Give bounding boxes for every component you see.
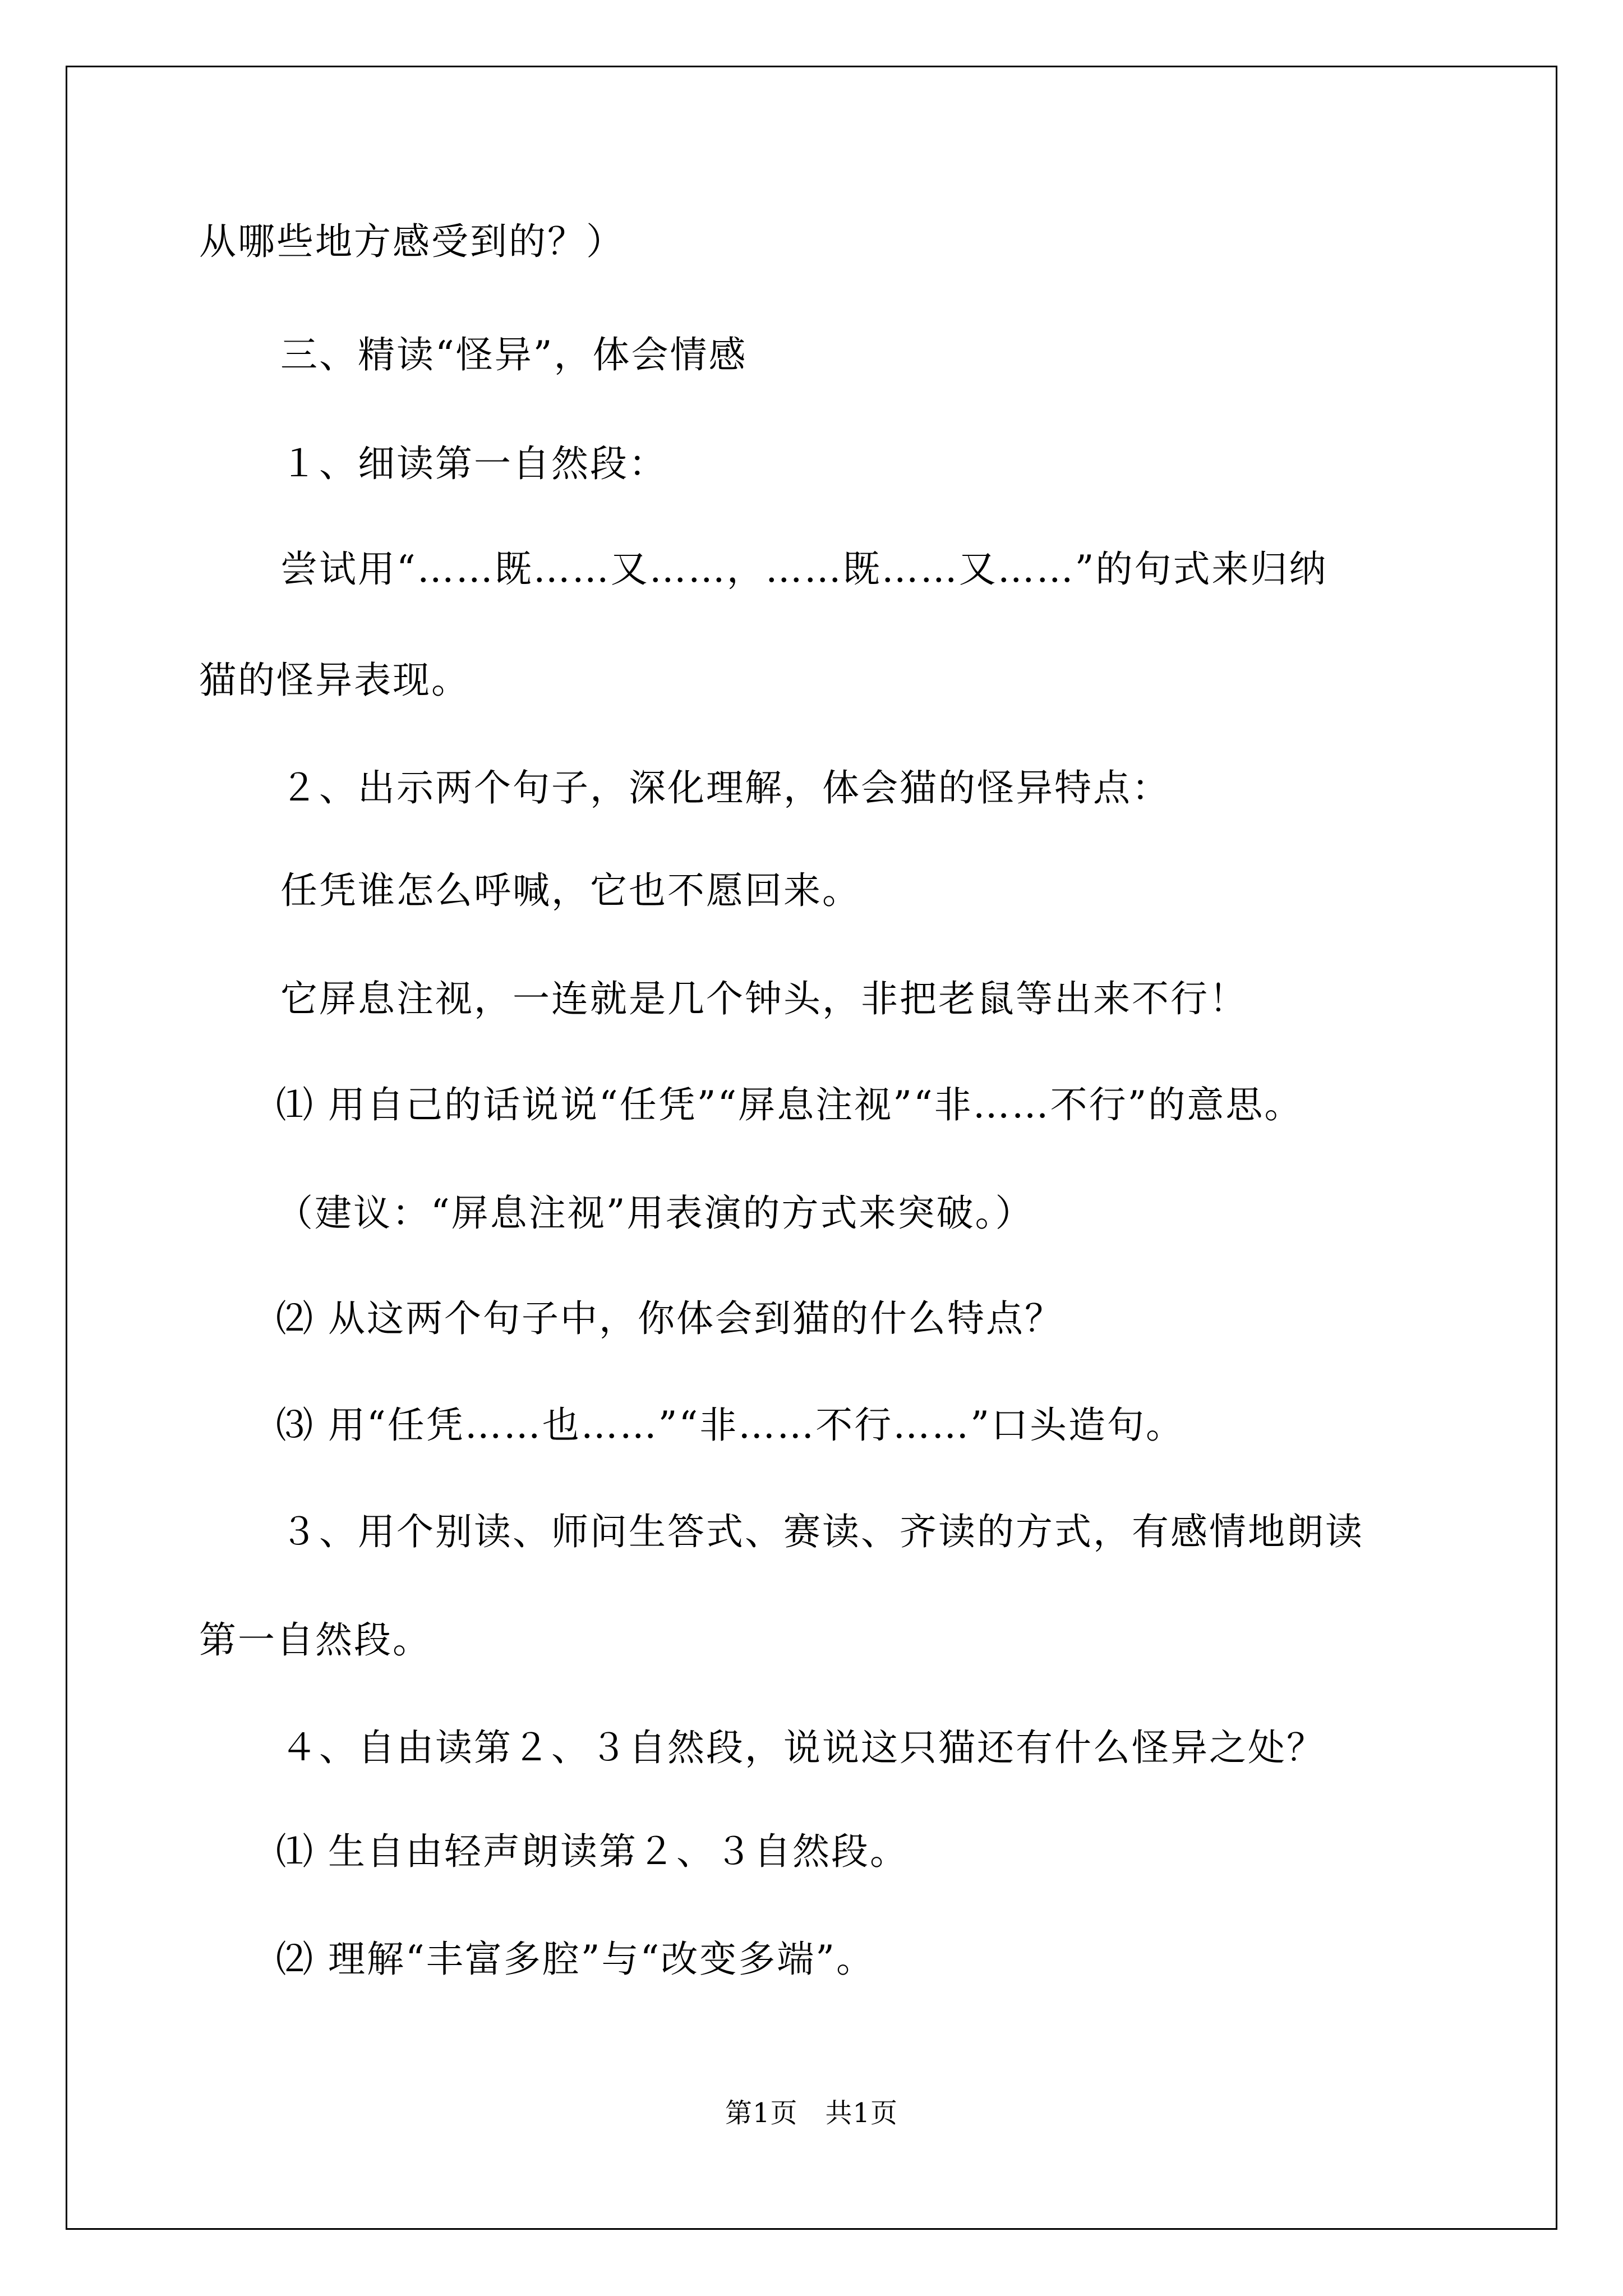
- section-heading: 三、精读“怪异”，体会情感: [280, 333, 748, 376]
- paragraph-line: ３、用个别读、师问生答式、赛读、齐读的方式，有感情地朗读: [280, 1510, 1364, 1553]
- paragraph-line: ⑶ 用“任凭……也……”“非……不行……”口头造句。: [276, 1404, 1184, 1447]
- paragraph-line: 第一自然段。: [199, 1618, 431, 1662]
- paragraph-line: 从哪些地方感受到的？）: [199, 220, 625, 263]
- paragraph-line: ４、自由读第２、３自然段，说说这只猫还有什么怪异之处？: [280, 1726, 1325, 1769]
- paragraph-line: ⑵ 从这两个句子中，你体会到猫的什么特点？: [276, 1297, 1063, 1340]
- paragraph-line: 任凭谁怎么呼喊，它也不愿回来。: [280, 869, 861, 912]
- page-footer: 第1页 共1页: [725, 2097, 898, 2129]
- paragraph-line: ⑵ 理解“丰富多腔”与“改变多端”。: [276, 1938, 875, 1981]
- paragraph-line: 猫的怪异表现。: [199, 659, 470, 702]
- page-border: [66, 66, 1557, 2230]
- paragraph-line: ⑴ 用自己的话说说“任凭”“屏息注视”“非……不行”的意思。: [276, 1083, 1303, 1126]
- paragraph-line: ２、出示两个句子，深化理解，体会猫的怪异特点：: [280, 766, 1170, 809]
- paragraph-line: 它屏息注视，一连就是几个钟头，非把老鼠等出来不行！: [280, 977, 1248, 1020]
- paragraph-line: （建议：“屏息注视”用表演的方式来突破。）: [276, 1191, 1034, 1235]
- paragraph-line: ⑴ 生自由轻声朗读第２、３自然段。: [276, 1830, 909, 1873]
- paragraph-line: 尝试用“……既……又……，……既……又……”的句式来归纳: [280, 547, 1328, 591]
- paragraph-line: １、细读第一自然段：: [280, 442, 667, 485]
